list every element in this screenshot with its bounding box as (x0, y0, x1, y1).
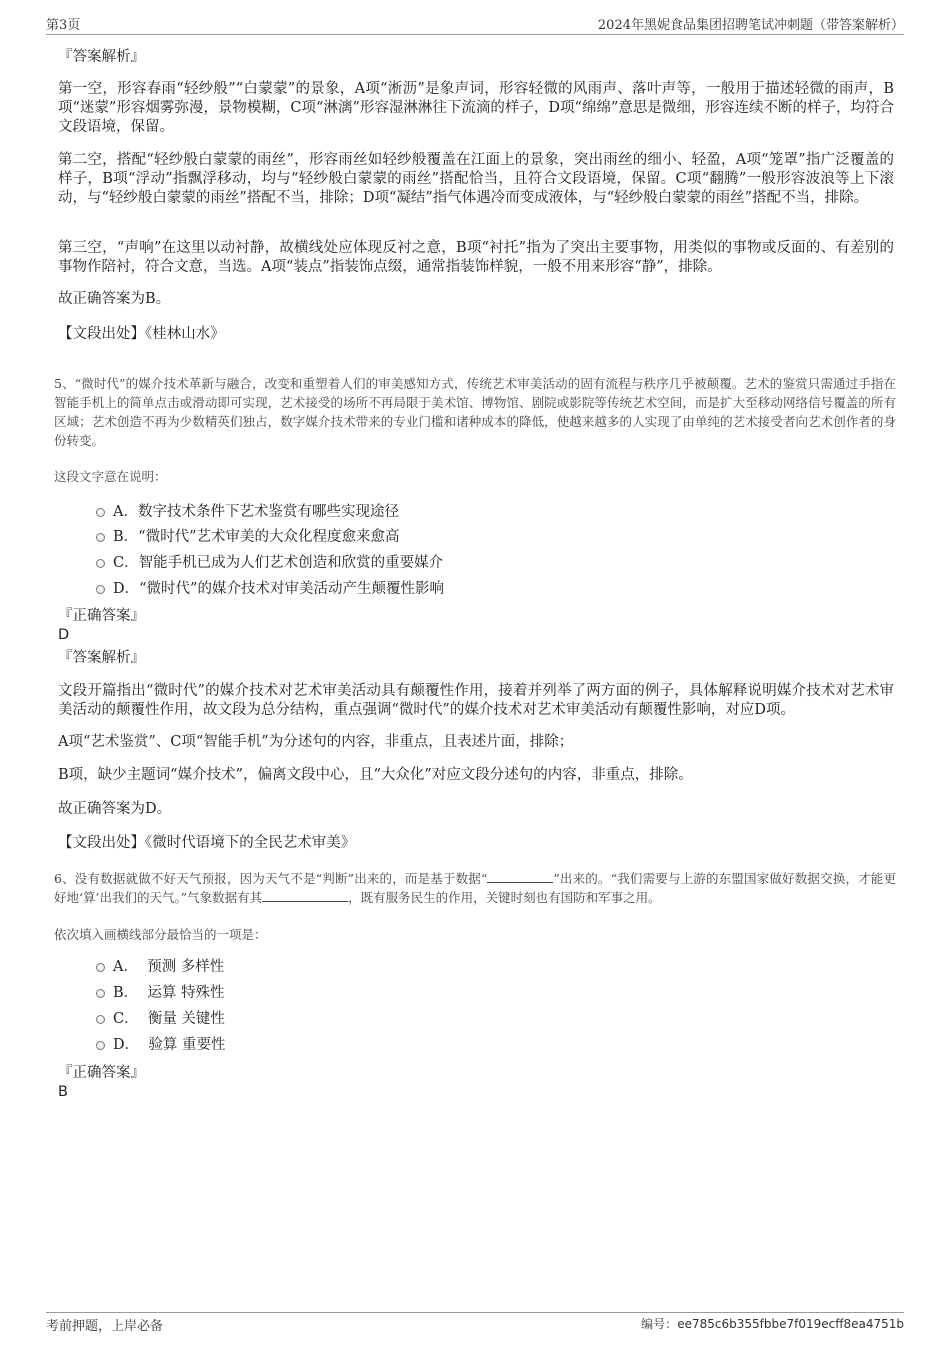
footer-slogan: 考前押题，上岸必备 (46, 1319, 164, 1334)
q6-stem-part-3: ，既有服务民生的作用，关键时刻也有国防和军事之用。 (348, 890, 661, 905)
q6-blank-2 (262, 889, 348, 902)
q5-analysis-paragraph-2: A项“艺术鉴赏”、C项“智能手机”为分述句的内容，非重点，且表述片面，排除； (58, 734, 574, 750)
q4-analysis-paragraph-2: 第二空，搭配“轻纱般白蒙蒙的雨丝”，形容雨丝如轻纱般覆盖在江面上的景象，突出雨丝的细小、轻盈，A项“笼罩”指广泛覆盖的样子，B项“浮动”指飘浮移动，均与“轻纱般白蒙蒙的雨丝”搭配恰当，且符合文段语境，保留。C项“翻腾”一般形容波浪等上下滚动，与“轻纱般白蒙蒙的雨丝”搭配不当，排除；D项“凝结”指气体遇冷而变成液体，与“轻纱般白蒙蒙的雨丝”搭配不当，排除。 (58, 152, 894, 206)
q6-option-b[interactable] (96, 983, 224, 1003)
q4-analysis-paragraph-1: 第一空，形容春雨“轻纱般”“白蒙蒙”的景象，A项“淅沥”是象声词，形容轻微的风雨声、落叶声等，一般用于描述轻微的雨声，B项“迷蒙”形容烟雾弥漫，景物模糊，C项“淋漓”形容湿淋淋往下流滴的样子，D项“绵绵”意思是微细，形容连续不断的样子，均符合文段语境，保留。 (58, 81, 894, 135)
q4-analysis-paragraph-3: 第三空，“声响”在这里以动衬静，故横线处应体现反衬之意，B项“衬托”指为了突出主要事物，用类似的事物或反面的、有差别的事物作陪衬，符合文意，当选。A项“装点”指装饰点缀，通常指装饰样貌，一般不用来形容“静”，排除。 (58, 240, 894, 275)
option-label: D． 验算 重要性 (113, 1037, 226, 1053)
radio-icon[interactable] (96, 533, 105, 542)
q5-source: 【文段出处】《微时代语境下的全民艺术审美》 (58, 835, 356, 851)
option-label: A． 预测 多样性 (113, 959, 225, 975)
q4-conclusion: 故正确答案为B。 (58, 291, 171, 307)
q5-answer: D (58, 627, 70, 643)
q6-stem (54, 869, 896, 907)
q4-source: 【文段出处】《桂林山水》 (58, 326, 225, 342)
radio-icon[interactable] (96, 585, 105, 594)
option-label: C．智能手机已成为人们艺术创造和欣赏的重要媒介 (113, 555, 444, 571)
q5-option-d[interactable] (96, 579, 444, 599)
q6-stem-part-1: 6、没有数据就做不好天气预报，因为天气不是“判断”出来的，而是基于数据“ (54, 871, 488, 886)
option-label: A．数字技术条件下艺术鉴赏有哪些实现途径 (113, 504, 399, 520)
q5-option-a[interactable] (96, 502, 399, 522)
q5-option-c[interactable] (96, 553, 443, 573)
q6-stem-part-2: ”出来的。“我们需要与上游的东盟国家做好数据交换，才能更好地‘算’出我们的天气。”气象数据有其 (54, 871, 896, 905)
radio-icon[interactable] (96, 963, 105, 972)
code-label: 编号： (641, 1317, 678, 1331)
q6-answer-label: 『正确答案』 (58, 1065, 145, 1081)
q6-answer: B (58, 1084, 68, 1100)
option-label: B． 运算 特殊性 (113, 985, 225, 1001)
q5-answer-label: 『正确答案』 (58, 608, 145, 624)
page-footer (46, 1312, 904, 1333)
q6-prompt: 依次填入画横线部分最恰当的一项是： (54, 927, 267, 942)
q5-analysis-paragraph-3: B项，缺少主题词“媒介技术”，偏离文段中心，且“大众化”对应文段分述句的内容，非重点，排除。 (58, 767, 693, 783)
q4-analysis-label: 『答案解析』 (58, 49, 145, 65)
radio-icon[interactable] (96, 559, 105, 568)
radio-icon[interactable] (96, 1041, 105, 1050)
document-code (641, 1315, 904, 1332)
q6-option-a[interactable] (96, 957, 224, 977)
q5-stem: 5、“微时代”的媒介技术革新与融合，改变和重塑着人们的审美感知方式，传统艺术审美活动的固有流程与秩序几乎被颠覆。艺术的鉴赏只需通过手指在智能手机上的简单点击或滑动即可实现，艺术接受的场所不再局限于美术馆、博物馆、剧院或影院等传统艺术空间，而是扩大至移动网络信号覆盖的所有区域；艺术创造不再为少数精英们独占，数字媒介技术带来的专业门槛和诸种成本的降低，使越来越多的人实现了由单纯的艺术接受者向艺术创作者的身份转变。 (54, 376, 896, 448)
option-label: D．“微时代”的媒介技术对审美活动产生颠覆性影响 (113, 581, 444, 597)
radio-icon[interactable] (96, 508, 105, 517)
q5-prompt: 这段文字意在说明： (54, 469, 167, 484)
q6-blank-1 (487, 870, 553, 883)
page-header (46, 14, 904, 35)
option-label: C． 衡量 关键性 (113, 1011, 225, 1027)
q5-conclusion: 故正确答案为D。 (58, 801, 172, 817)
radio-icon[interactable] (96, 1015, 105, 1024)
q6-option-c[interactable] (96, 1009, 225, 1029)
q5-option-b[interactable] (96, 527, 399, 547)
option-label: B．“微时代”艺术审美的大众化程度愈来愈高 (113, 529, 400, 545)
radio-icon[interactable] (96, 989, 105, 998)
q6-option-d[interactable] (96, 1035, 225, 1055)
q5-analysis-label: 『答案解析』 (58, 650, 145, 666)
page-number: 第3页 (46, 18, 81, 33)
q5-analysis-paragraph-1: 文段开篇指出“微时代”的媒介技术对艺术审美活动具有颠覆性作用，接着并列举了两方面的例子，具体解释说明媒介技术对艺术审美活动的颠覆性作用，故文段为总分结构，重点强调“微时代”的媒介技术对艺术审美活动有颠覆性影响，对应D项。 (58, 683, 894, 718)
document-title: 2024年黑妮食品集团招聘笔试冲刺题（带答案解析） (597, 18, 904, 33)
code-value: ee785c6b355fbbe7f019ecff8ea4751b (677, 1317, 904, 1331)
